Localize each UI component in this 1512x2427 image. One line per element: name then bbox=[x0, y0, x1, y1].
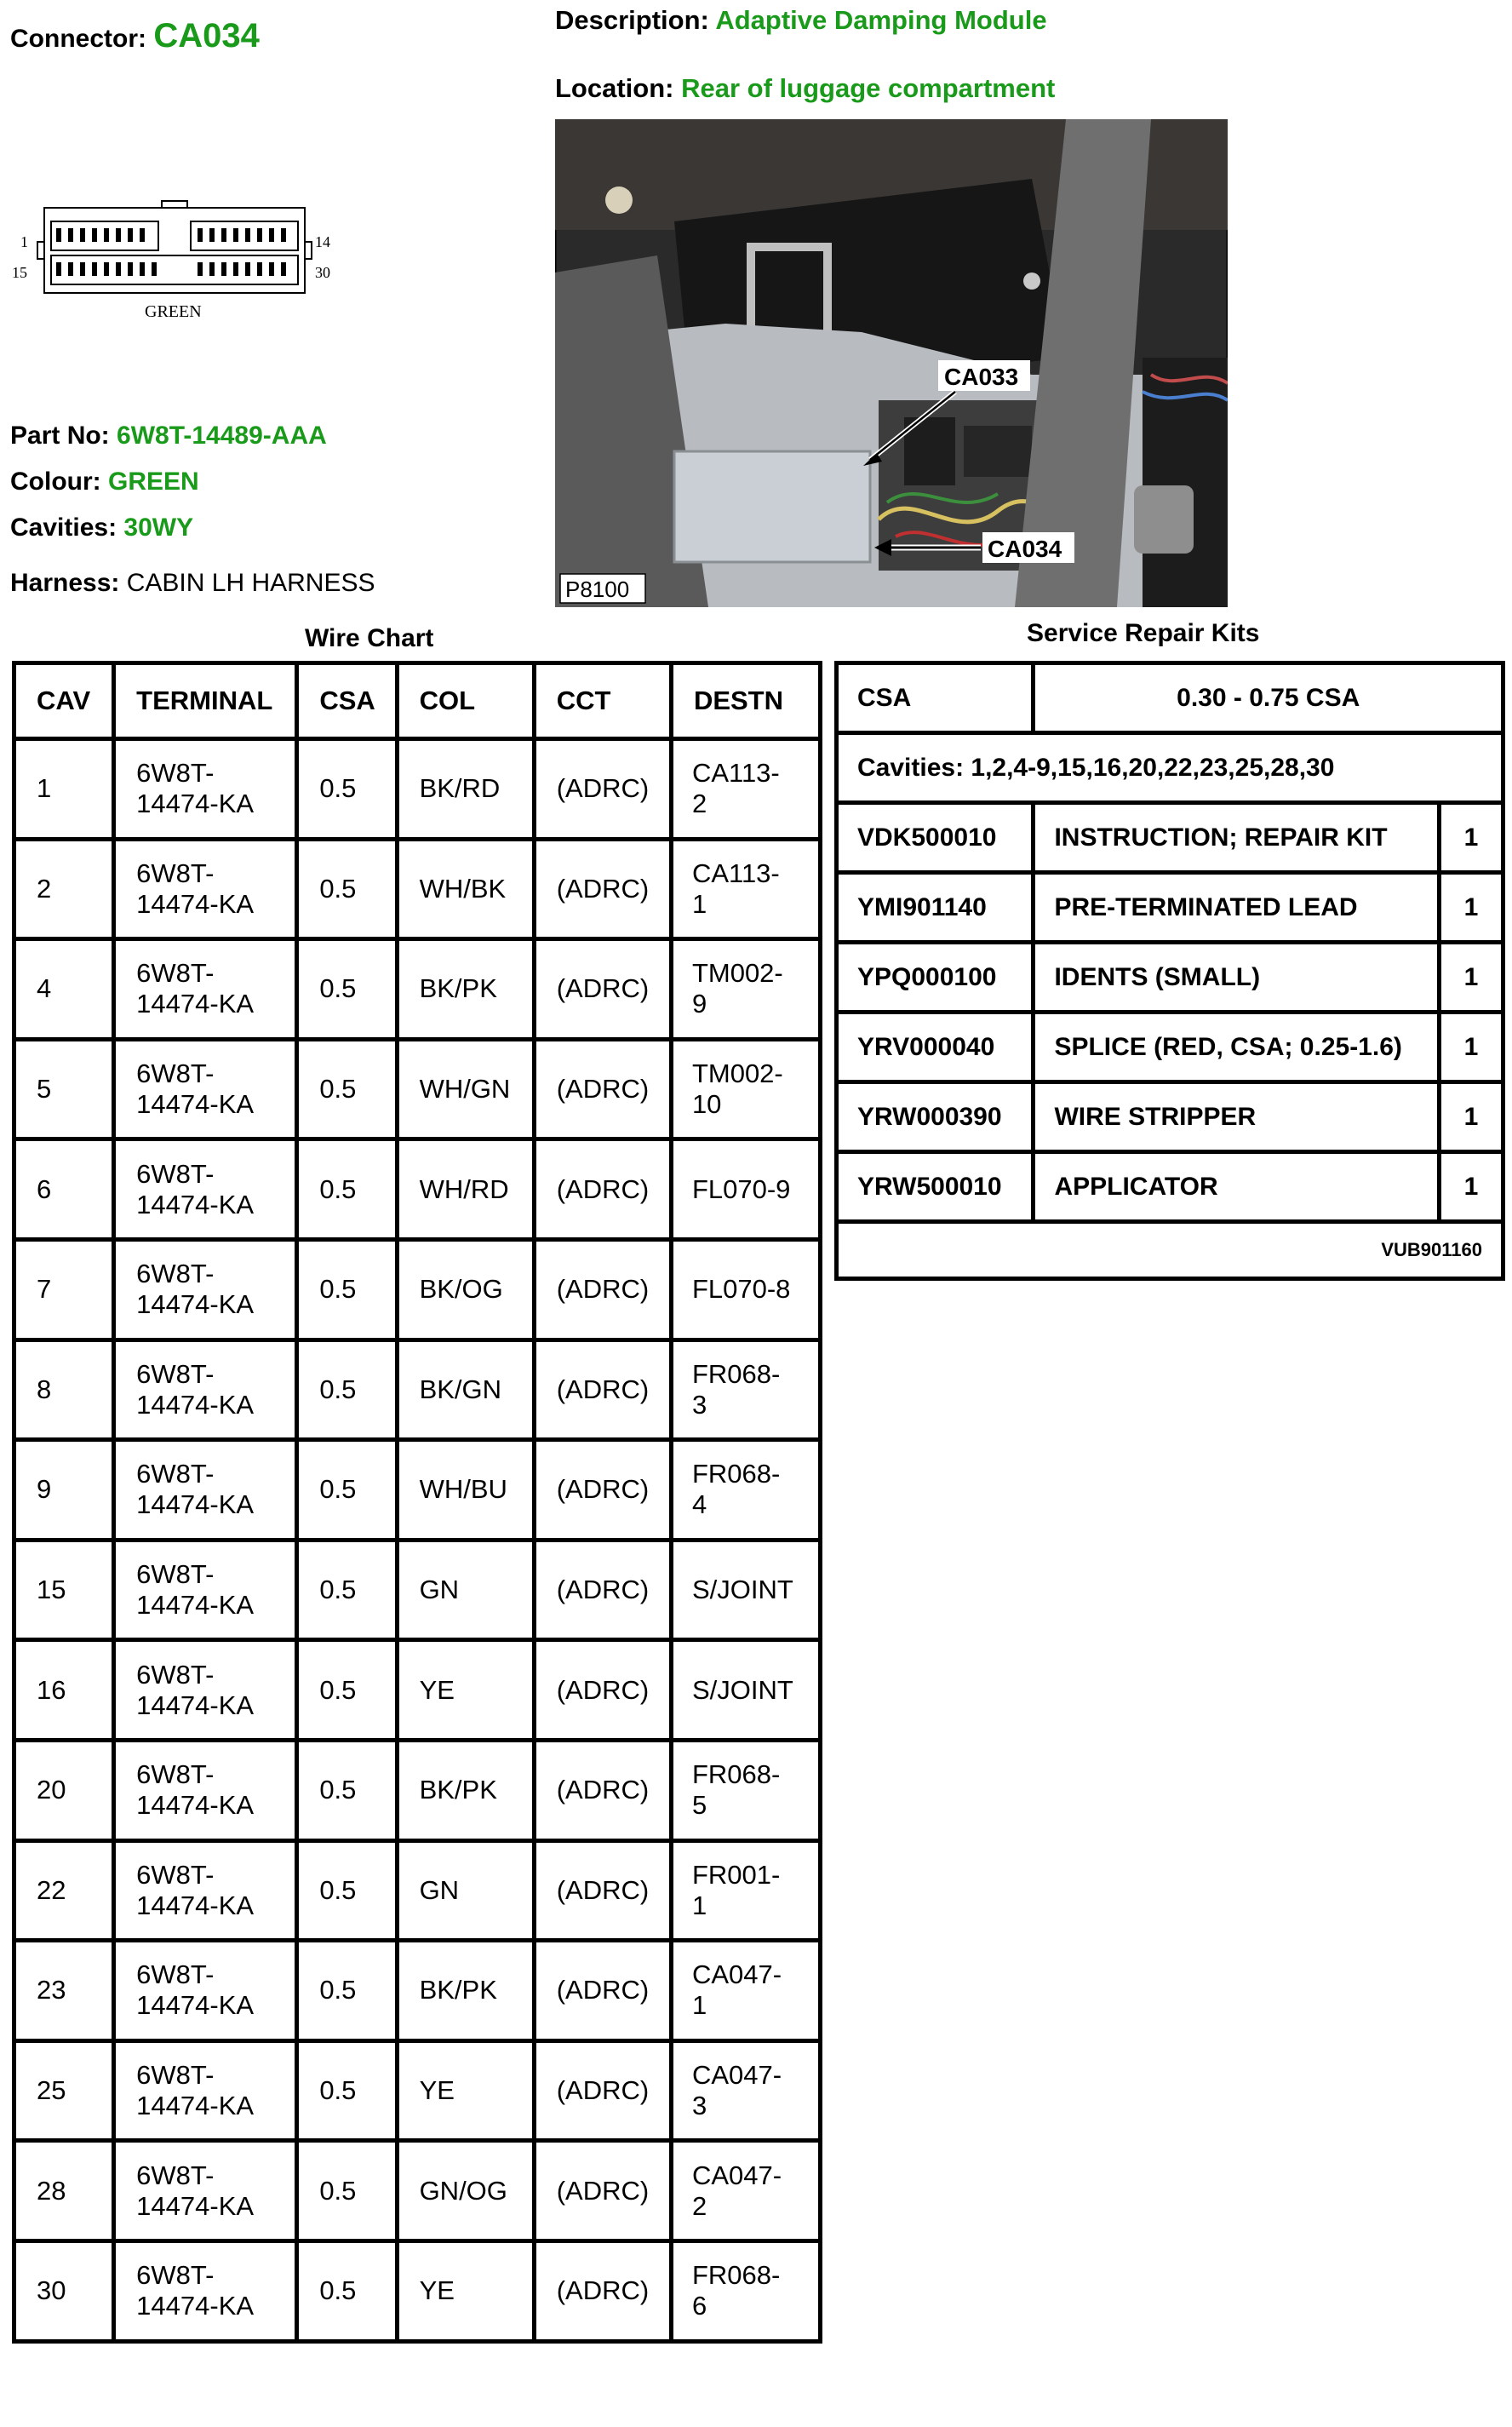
table-row bbox=[14, 1440, 821, 1541]
kit-qty: 1 bbox=[1439, 1082, 1503, 1152]
kits-reference-row bbox=[837, 1222, 1503, 1279]
cct-cell: (ADRC) bbox=[534, 939, 671, 1040]
terminal-cell: 6W8T- 14474-KA bbox=[114, 1239, 297, 1340]
terminal-cell: 6W8T- 14474-KA bbox=[114, 1340, 297, 1440]
csa-cell: 0.5 bbox=[297, 939, 397, 1040]
table-row bbox=[14, 2040, 821, 2141]
terminal-cell: 6W8T- 14474-KA bbox=[114, 1139, 297, 1240]
cct-cell: (ADRC) bbox=[534, 1941, 671, 2041]
kit-description: SPLICE (RED, CSA; 0.25-1.6) bbox=[1034, 1013, 1439, 1082]
table-row bbox=[14, 1840, 821, 1941]
cav-cell: 4 bbox=[14, 939, 114, 1040]
cavities-value: 30WY bbox=[123, 514, 194, 542]
destn-cell: CA047- 3 bbox=[671, 2040, 820, 2141]
destn-cell: CA047- 1 bbox=[671, 1941, 820, 2041]
kit-description: INSTRUCTION; REPAIR KIT bbox=[1034, 803, 1439, 873]
kit-code: YRW000390 bbox=[837, 1082, 1034, 1152]
kit-description: WIRE STRIPPER bbox=[1034, 1082, 1439, 1152]
csa-cell: 0.5 bbox=[297, 2141, 397, 2241]
col-cell: YE bbox=[397, 1640, 534, 1741]
kit-item-row bbox=[837, 803, 1503, 873]
cct-cell: (ADRC) bbox=[534, 1039, 671, 1139]
col-cell: GN bbox=[397, 1540, 534, 1640]
table-row bbox=[14, 1239, 821, 1340]
col-cell: BK/OG bbox=[397, 1239, 534, 1340]
table-row bbox=[14, 1039, 821, 1139]
destn-cell: CA113- 1 bbox=[671, 839, 820, 939]
kit-qty: 1 bbox=[1439, 943, 1503, 1013]
cav-cell: 7 bbox=[14, 1239, 114, 1340]
terminal-cell: 6W8T- 14474-KA bbox=[114, 839, 297, 939]
colour-value: GREEN bbox=[107, 468, 199, 496]
part-no-label: Part No: bbox=[10, 422, 110, 450]
csa-cell: 0.5 bbox=[297, 2241, 397, 2341]
csa-cell: 0.5 bbox=[297, 839, 397, 939]
col-cell: BK/PK bbox=[397, 939, 534, 1040]
diagram-colour-caption: GREEN bbox=[145, 302, 202, 321]
destn-cell: FR068- 5 bbox=[671, 1740, 820, 1840]
kit-code: YPQ000100 bbox=[837, 943, 1034, 1013]
destn-cell: FR068- 3 bbox=[671, 1340, 820, 1440]
kit-code: VDK500010 bbox=[837, 803, 1034, 873]
cav-cell: 9 bbox=[14, 1440, 114, 1541]
kit-description: PRE-TERMINATED LEAD bbox=[1034, 873, 1439, 943]
callout-ca034-label: CA034 bbox=[988, 536, 1062, 562]
terminal-cell: 6W8T- 14474-KA bbox=[114, 2141, 297, 2241]
cavities bbox=[10, 514, 193, 542]
cav-cell: 22 bbox=[14, 1840, 114, 1941]
repair-kits-table bbox=[834, 661, 1505, 1281]
csa-cell: 0.5 bbox=[297, 1740, 397, 1840]
wire-chart-table bbox=[12, 661, 822, 2344]
col-header-col: COL bbox=[397, 663, 534, 739]
destn-cell: FR068- 4 bbox=[671, 1440, 820, 1541]
cct-cell: (ADRC) bbox=[534, 1840, 671, 1941]
adaptive-damping-module bbox=[674, 451, 870, 562]
csa-cell: 0.5 bbox=[297, 1640, 397, 1741]
cct-cell: (ADRC) bbox=[534, 839, 671, 939]
part-no-value: 6W8T-14489-AAA bbox=[117, 422, 327, 450]
connector-heading bbox=[10, 17, 260, 55]
destn-cell: S/JOINT bbox=[671, 1540, 820, 1640]
col-cell: GN/OG bbox=[397, 2141, 534, 2241]
kit-qty: 1 bbox=[1439, 1152, 1503, 1222]
photo-id: P8100 bbox=[565, 577, 630, 602]
terminal-cell: 6W8T- 14474-KA bbox=[114, 1039, 297, 1139]
callout-ca033-label: CA033 bbox=[944, 364, 1019, 390]
destn-cell: CA047- 2 bbox=[671, 2141, 820, 2241]
cavities-label: Cavities: bbox=[10, 514, 117, 542]
cav-cell: 5 bbox=[14, 1039, 114, 1139]
colour-label: Colour: bbox=[10, 468, 101, 496]
connector-face-diagram bbox=[9, 196, 349, 332]
kit-item-row bbox=[837, 1152, 1503, 1222]
kit-item-row bbox=[837, 943, 1503, 1013]
col-cell: BK/GN bbox=[397, 1340, 534, 1440]
terminal-cell: 6W8T- 14474-KA bbox=[114, 1840, 297, 1941]
table-row bbox=[14, 1740, 821, 1840]
kit-code: YRW500010 bbox=[837, 1152, 1034, 1222]
cct-cell: (ADRC) bbox=[534, 2040, 671, 2141]
destn-cell: S/JOINT bbox=[671, 1640, 820, 1741]
kit-description: IDENTS (SMALL) bbox=[1034, 943, 1439, 1013]
destn-cell: FL070-9 bbox=[671, 1139, 820, 1240]
col-header-csa: CSA bbox=[297, 663, 397, 739]
pin-14-label: 14 bbox=[315, 233, 330, 250]
cct-cell: (ADRC) bbox=[534, 1540, 671, 1640]
kits-reference: VUB901160 bbox=[837, 1222, 1503, 1279]
terminal-cell: 6W8T- 14474-KA bbox=[114, 2241, 297, 2341]
col-header-terminal: TERMINAL bbox=[114, 663, 297, 739]
kits-cavities-row bbox=[837, 733, 1503, 803]
col-cell: YE bbox=[397, 2241, 534, 2341]
csa-cell: 0.5 bbox=[297, 2040, 397, 2141]
destn-cell: TM002- 9 bbox=[671, 939, 820, 1040]
col-header-cav: CAV bbox=[14, 663, 114, 739]
location bbox=[555, 73, 1055, 104]
cct-cell: (ADRC) bbox=[534, 1239, 671, 1340]
csa-cell: 0.5 bbox=[297, 1540, 397, 1640]
terminal-cell: 6W8T- 14474-KA bbox=[114, 739, 297, 840]
harness-label: Harness: bbox=[10, 569, 120, 597]
csa-cell: 0.5 bbox=[297, 1941, 397, 2041]
col-header-destn: DESTN bbox=[671, 663, 820, 739]
col-cell: WH/GN bbox=[397, 1039, 534, 1139]
table-row bbox=[14, 1139, 821, 1240]
kit-item-row bbox=[837, 1013, 1503, 1082]
table-row bbox=[14, 1540, 821, 1640]
col-cell: BK/RD bbox=[397, 739, 534, 840]
connector-label: Connector: bbox=[10, 25, 146, 53]
cav-cell: 1 bbox=[14, 739, 114, 840]
cav-cell: 2 bbox=[14, 839, 114, 939]
col-header-cct: CCT bbox=[534, 663, 671, 739]
location-photo bbox=[555, 119, 1228, 607]
kits-csa-value: 0.30 - 0.75 CSA bbox=[1034, 663, 1503, 733]
terminal-cell: 6W8T- 14474-KA bbox=[114, 1440, 297, 1541]
cav-cell: 6 bbox=[14, 1139, 114, 1240]
cav-cell: 28 bbox=[14, 2141, 114, 2241]
destn-cell: FL070-8 bbox=[671, 1239, 820, 1340]
location-label: Location: bbox=[555, 73, 674, 103]
table-row bbox=[14, 1640, 821, 1741]
table-row bbox=[14, 839, 821, 939]
kit-code: YMI901140 bbox=[837, 873, 1034, 943]
cct-cell: (ADRC) bbox=[534, 1340, 671, 1440]
cav-cell: 30 bbox=[14, 2241, 114, 2341]
col-cell: BK/PK bbox=[397, 1941, 534, 2041]
col-cell: YE bbox=[397, 2040, 534, 2141]
kit-description: APPLICATOR bbox=[1034, 1152, 1439, 1222]
harness-value: CABIN LH HARNESS bbox=[126, 569, 375, 597]
csa-cell: 0.5 bbox=[297, 739, 397, 840]
destn-cell: FR001- 1 bbox=[671, 1840, 820, 1941]
col-cell: WH/RD bbox=[397, 1139, 534, 1240]
terminal-cell: 6W8T- 14474-KA bbox=[114, 939, 297, 1040]
csa-cell: 0.5 bbox=[297, 1139, 397, 1240]
table-row bbox=[14, 1941, 821, 2041]
connector-id: CA034 bbox=[153, 17, 260, 55]
cav-cell: 25 bbox=[14, 2040, 114, 2141]
destn-cell: TM002- 10 bbox=[671, 1039, 820, 1139]
col-cell: WH/BK bbox=[397, 839, 534, 939]
table-row bbox=[14, 2141, 821, 2241]
cct-cell: (ADRC) bbox=[534, 1139, 671, 1240]
terminal-cell: 6W8T- 14474-KA bbox=[114, 1740, 297, 1840]
terminal-cell: 6W8T- 14474-KA bbox=[114, 1540, 297, 1640]
table-row bbox=[14, 739, 821, 840]
cct-cell: (ADRC) bbox=[534, 739, 671, 840]
colour bbox=[10, 468, 199, 496]
destn-cell: FR068- 6 bbox=[671, 2241, 820, 2341]
location-value: Rear of luggage compartment bbox=[681, 73, 1056, 103]
table-row bbox=[14, 1340, 821, 1440]
table-row bbox=[14, 939, 821, 1040]
col-cell: WH/BU bbox=[397, 1440, 534, 1541]
cct-cell: (ADRC) bbox=[534, 1640, 671, 1741]
pin-1-label: 1 bbox=[20, 233, 28, 250]
csa-cell: 0.5 bbox=[297, 1340, 397, 1440]
destn-cell: CA113- 2 bbox=[671, 739, 820, 840]
cav-cell: 20 bbox=[14, 1740, 114, 1840]
pin-30-label: 30 bbox=[315, 264, 330, 281]
csa-cell: 0.5 bbox=[297, 1840, 397, 1941]
csa-cell: 0.5 bbox=[297, 1440, 397, 1541]
col-cell: BK/PK bbox=[397, 1740, 534, 1840]
terminal-cell: 6W8T- 14474-KA bbox=[114, 2040, 297, 2141]
description bbox=[555, 5, 1083, 36]
harness bbox=[10, 569, 375, 598]
terminal-cell: 6W8T- 14474-KA bbox=[114, 1640, 297, 1741]
kit-item-row bbox=[837, 873, 1503, 943]
repair-kits-title: Service Repair Kits bbox=[1027, 619, 1260, 647]
cct-cell: (ADRC) bbox=[534, 2141, 671, 2241]
kits-csa-label: CSA bbox=[837, 663, 1034, 733]
cct-cell: (ADRC) bbox=[534, 1740, 671, 1840]
kit-code: YRV000040 bbox=[837, 1013, 1034, 1082]
kit-item-row bbox=[837, 1082, 1503, 1152]
col-cell: GN bbox=[397, 1840, 534, 1941]
kits-cavities: Cavities: 1,2,4-9,15,16,20,22,23,25,28,30 bbox=[837, 733, 1503, 803]
description-label: Description: bbox=[555, 5, 709, 35]
table-row bbox=[14, 2241, 821, 2341]
kit-qty: 1 bbox=[1439, 803, 1503, 873]
kit-qty: 1 bbox=[1439, 873, 1503, 943]
wire-chart-title: Wire Chart bbox=[305, 624, 434, 652]
description-value: Adaptive Damping Module bbox=[715, 5, 1047, 35]
cct-cell: (ADRC) bbox=[534, 1440, 671, 1541]
cav-cell: 16 bbox=[14, 1640, 114, 1741]
terminal-cell: 6W8T- 14474-KA bbox=[114, 1941, 297, 2041]
part-no bbox=[10, 422, 327, 450]
wire-chart-header-row bbox=[14, 663, 821, 739]
kit-qty: 1 bbox=[1439, 1013, 1503, 1082]
cct-cell: (ADRC) bbox=[534, 2241, 671, 2341]
csa-cell: 0.5 bbox=[297, 1239, 397, 1340]
cav-cell: 15 bbox=[14, 1540, 114, 1640]
pin-15-label: 15 bbox=[12, 264, 27, 281]
csa-cell: 0.5 bbox=[297, 1039, 397, 1139]
cav-cell: 8 bbox=[14, 1340, 114, 1440]
cav-cell: 23 bbox=[14, 1941, 114, 2041]
kits-csa-row bbox=[837, 663, 1503, 733]
